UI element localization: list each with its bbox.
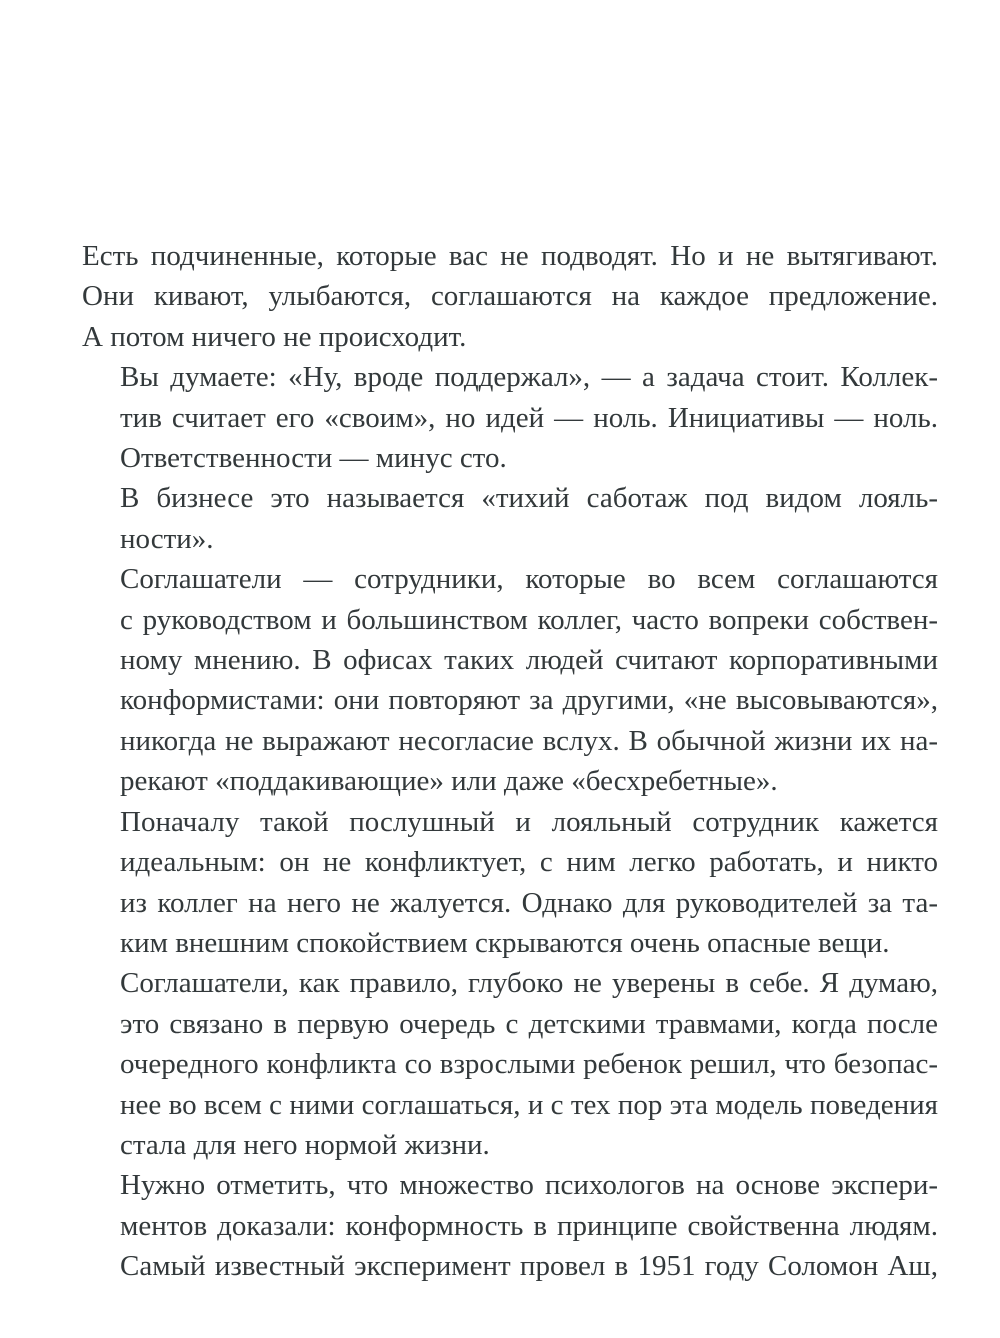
text-line: Соглашатели, как правило, глубоко не уверены в себе. Я думаю, — [120, 967, 938, 1000]
text-line: ности». — [120, 522, 214, 555]
paragraph-5 — [82, 802, 938, 964]
text-line: В бизнесе это называется «тихий саботаж под видом лояль- — [120, 482, 938, 515]
text-line: Соглашатели — сотрудники, которые во всем соглашаются — [120, 563, 938, 596]
text-line: Поначалу такой послушный и лояльный сотрудник кажется — [120, 805, 938, 838]
text-line: Есть подчиненные, которые вас не подводят. Но и не вытягивают. — [82, 240, 938, 272]
text-line: тив считает его «своим», но идей — ноль. Инициативы — ноль. — [120, 401, 938, 434]
page-body — [82, 236, 938, 1287]
text-line: Они кивают, улыбаются, соглашаются на каждое предложение. — [82, 280, 938, 313]
text-line: Вы думаете: «Ну, вроде поддержал», — а задача стоит. Коллек- — [120, 361, 938, 394]
text-line: Нужно отметить, что множество психологов на основе экспери- — [120, 1169, 938, 1202]
text-line: конформистами: они повторяют за другими, «не высовываются», — [120, 684, 938, 717]
text-line: нее во всем с ними соглашаться, и с тех пор эта модель поведения — [120, 1088, 938, 1121]
paragraph-1 — [82, 236, 938, 357]
text-line: А потом ничего не происходит. — [82, 320, 467, 353]
text-line: из коллег на него не жалуется. Однако для руководителей за та- — [120, 886, 938, 919]
text-line: ному мнению. В офисах таких людей считают корпоративными — [120, 644, 938, 677]
text-line: никогда не выражают несогласие вслух. В обычной жизни их на- — [120, 724, 938, 757]
text-line: ким внешним спокойствием скрываются очень опасные вещи. — [120, 926, 890, 959]
text-line: стала для него нормой жизни. — [120, 1128, 490, 1161]
paragraph-6 — [82, 963, 938, 1165]
text-line: с руководством и большинством коллег, часто вопреки собствен- — [120, 603, 938, 636]
text-line: Самый известный эксперимент провел в 1951 году Соломон Аш, — [120, 1250, 938, 1283]
text-line: очередного конфликта со взрослыми ребенок решил, что безопас- — [120, 1048, 938, 1081]
text-line: ментов доказали: конформность в принципе свойственна людям. — [120, 1209, 938, 1242]
paragraph-4 — [82, 559, 938, 801]
text-line: идеальным: он не конфликтует, с ним легко работать, и никто — [120, 846, 938, 879]
text-line: рекают «поддакивающие» или даже «бесхребетные». — [120, 765, 778, 798]
paragraph-7 — [82, 1165, 938, 1286]
paragraph-3 — [82, 478, 938, 559]
paragraph-2 — [82, 357, 938, 478]
text-line: Ответственности — минус сто. — [120, 442, 507, 475]
text-line: это связано в первую очередь с детскими травмами, когда после — [120, 1007, 938, 1040]
